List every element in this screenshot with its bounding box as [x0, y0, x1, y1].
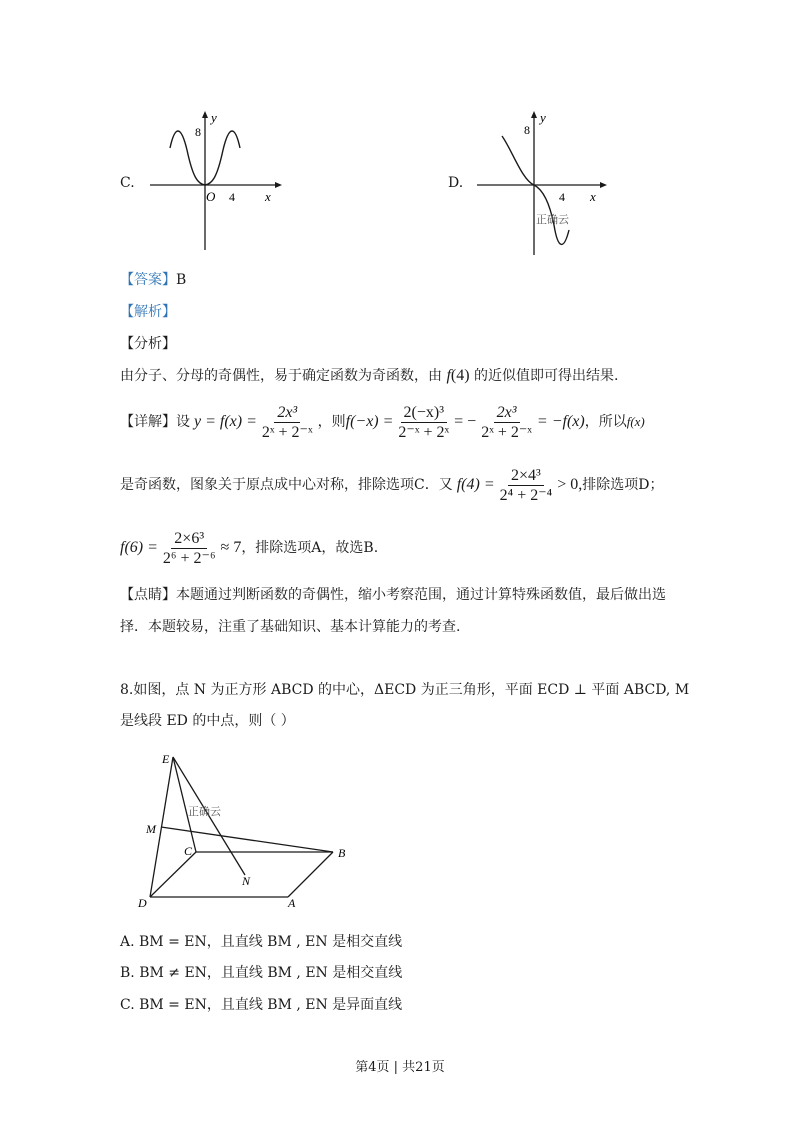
line3-fraction — [160, 530, 219, 567]
graph-c-tick-y: 8 — [195, 125, 201, 139]
graph-c-y-arrow — [202, 111, 208, 118]
graph-d-x-label: x — [590, 189, 596, 204]
line2-lhs: f(4) = — [456, 476, 495, 493]
eq2-den2: 2ˣ + 2⁻ˣ — [481, 423, 532, 441]
dianjing-text-1: 本题通过判断函数的奇偶性，缩小考察范围，通过计算特殊函数值，最后做出选 — [176, 587, 666, 603]
line2-tail: 排除选项D； — [582, 477, 664, 493]
answer-value: B — [176, 272, 187, 288]
detail-set: 设 — [176, 414, 190, 430]
graph-d-tick-x: 4 — [559, 190, 565, 204]
point-a-label: A — [288, 896, 296, 910]
option-d-label: D. — [448, 175, 464, 191]
detail-line-1 — [120, 400, 645, 444]
eq2-num: 2(−x)³ — [401, 404, 447, 423]
fenxi-tag: 【分析】 — [120, 336, 176, 352]
detail-line-3 — [120, 526, 378, 570]
option-c-label: C. — [120, 175, 135, 191]
eq1-den: 2ˣ + 2⁻ˣ — [261, 423, 313, 441]
option-b: B. BM ≠ EN，且直线 BM , EN 是相交直线 — [120, 965, 403, 981]
eq2-lhs: f(−x) = — [345, 413, 394, 430]
option-c: C. BM = EN，且直线 BM , EN 是异面直线 — [120, 997, 403, 1013]
figure-watermark: 正确云 — [188, 806, 221, 818]
line3-rhs: ≈ 7 — [220, 539, 242, 556]
eq2-fraction-1 — [395, 404, 452, 441]
eq2-den: 2⁻ˣ + 2ˣ — [398, 423, 450, 441]
line2-fraction — [497, 467, 556, 504]
analysis-tag: 【解析】 — [120, 304, 176, 320]
graph-c-tick-x: 4 — [229, 190, 235, 204]
option-a: A. BM = EN，且直线 BM , EN 是相交直线 — [120, 934, 403, 950]
point-d-label: D — [138, 896, 147, 910]
line2-text: 是奇函数，图象关于原点成中心对称，排除选项C．又 — [120, 477, 453, 493]
detail-so: ，所以 — [584, 414, 627, 430]
fenxi-arg: (4) — [450, 367, 470, 384]
answer-line — [120, 270, 186, 290]
eq2-mid: = − — [454, 413, 477, 430]
point-b-label: B — [338, 846, 346, 860]
line2-den: 2⁴ + 2⁻⁴ — [499, 486, 553, 504]
point-n-label: N — [242, 874, 251, 888]
eq2-num2: 2x³ — [494, 404, 520, 423]
line3-tail: ，排除选项A，故选B. — [241, 540, 379, 556]
eq2-end: = −f(x) — [536, 413, 585, 430]
fenxi-text — [120, 366, 618, 386]
graph-d-watermark: 正确云 — [536, 214, 569, 226]
fenxi-func: f — [446, 367, 451, 384]
eq1-lhs: y = f(x) = — [194, 413, 257, 430]
line3-num: 2×6³ — [171, 530, 207, 549]
eq1-num: 2x³ — [274, 404, 300, 423]
graph-d-x-arrow — [600, 182, 607, 188]
dianjing-tag: 【点睛】 — [120, 587, 176, 603]
graph-d-tick-y: 8 — [524, 123, 530, 137]
answer-tag: 【答案】 — [120, 272, 176, 288]
line3-lhs: f(6) = — [120, 539, 158, 556]
graph-c-x-label: x — [265, 189, 271, 204]
graph-d-y-arrow — [531, 111, 537, 118]
fenxi-text-a: 由分子、分母的奇偶性，易于确定函数为奇函数，由 — [120, 368, 442, 384]
graph-d-y-label: y — [540, 110, 546, 125]
edge-AB — [288, 852, 333, 897]
edge-EC — [173, 757, 196, 852]
graph-c-x-arrow — [275, 182, 282, 188]
line2-num: 2×4³ — [508, 467, 544, 486]
dianjing-line-1 — [120, 585, 666, 605]
graph-c — [145, 110, 285, 255]
question8-line-1: 8.如图，点 N 为正方形 ABCD 的中心，ΔECD 为正三角形，平面 ECD ⊥ 平面 ABCD, M — [120, 682, 690, 698]
question8-line-2: 是线段 ED 的中点，则（ ） — [120, 713, 295, 729]
eq1-fraction — [259, 404, 316, 441]
detail-fx: f(x) — [626, 414, 645, 429]
detail-then: ，则 — [317, 414, 346, 430]
graph-c-origin: O — [206, 189, 216, 204]
detail-tag: 【详解】 — [120, 414, 176, 430]
page-footer: 第4页 | 共21页 — [355, 1060, 445, 1075]
point-m-label: M — [146, 822, 156, 836]
point-c-label: C — [184, 844, 193, 858]
point-e-label: E — [162, 752, 170, 766]
graph-d — [472, 110, 612, 260]
detail-line-2 — [120, 463, 664, 507]
line3-den: 2⁶ + 2⁻⁶ — [162, 549, 216, 567]
dianjing-text-2: 择．本题较易，注重了基础知识、基本计算能力的考查. — [120, 619, 461, 635]
eq2-fraction-2 — [478, 404, 535, 441]
line2-rhs: > 0, — [557, 476, 583, 493]
graph-c-y-label: y — [211, 110, 217, 125]
fenxi-text-b: 的近似值即可得出结果. — [474, 368, 619, 384]
question8-figure — [130, 745, 360, 910]
